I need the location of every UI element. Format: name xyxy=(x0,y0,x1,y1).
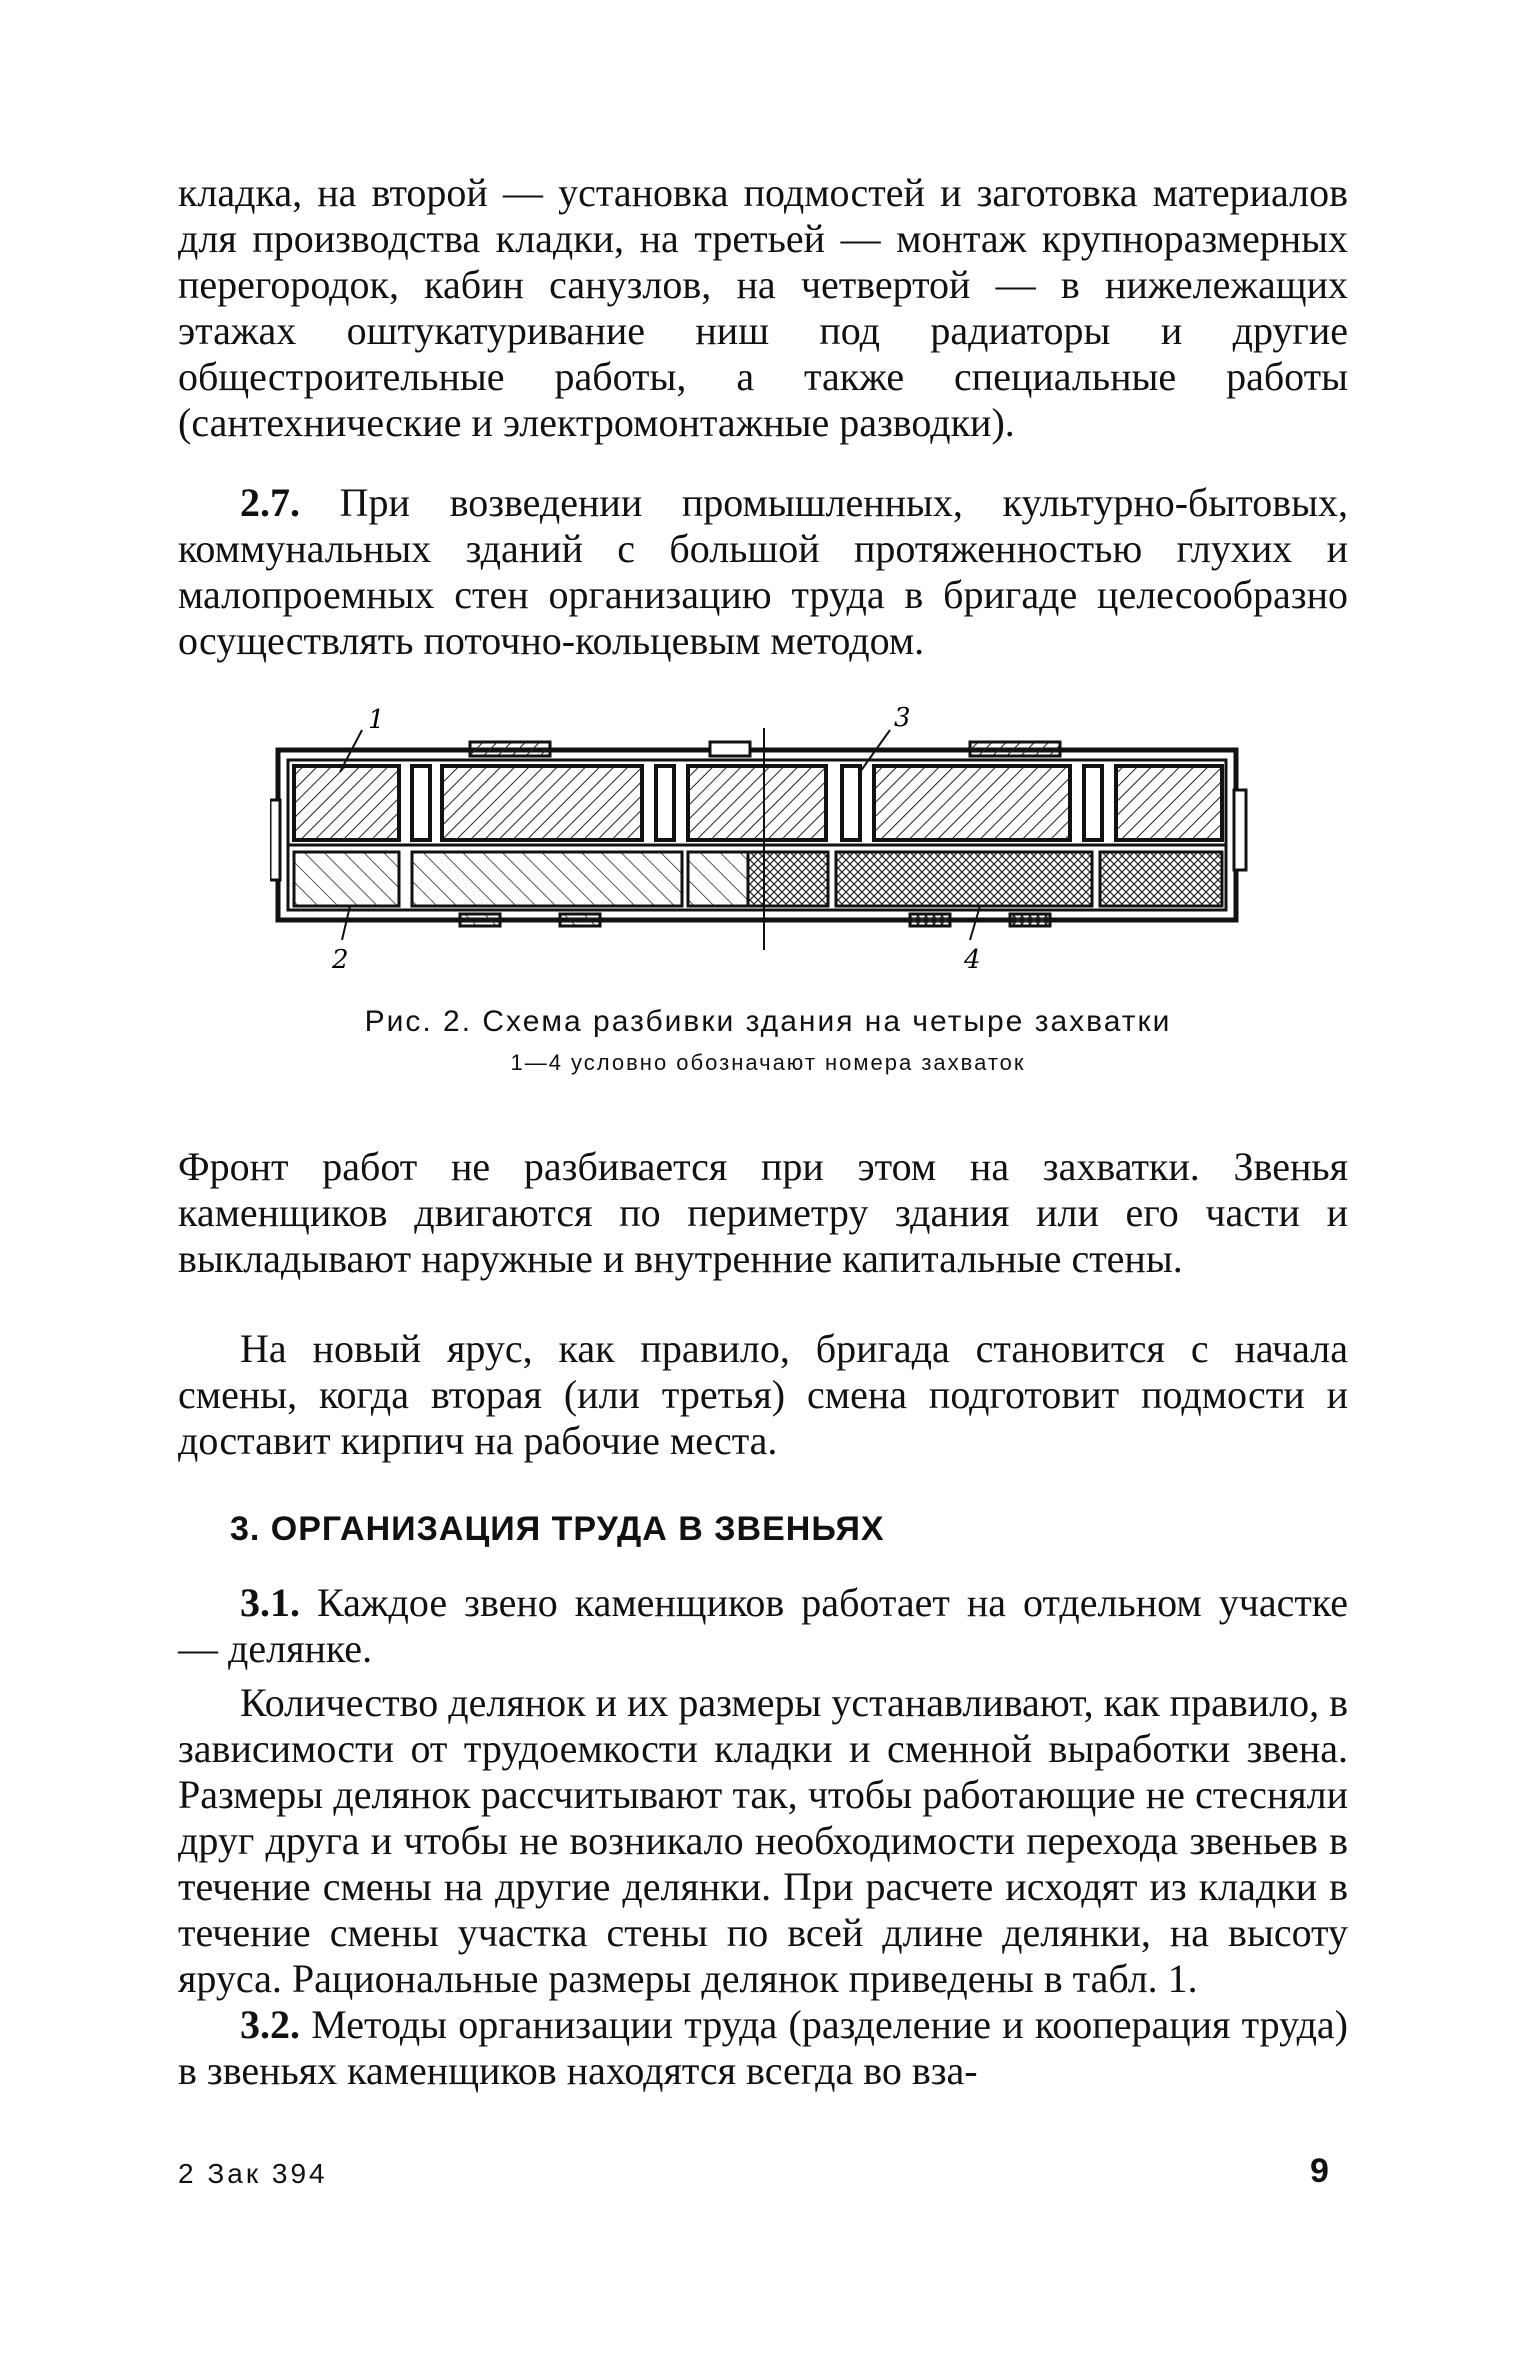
paragraph-2-7 xyxy=(178,480,1348,664)
window-bottom-2 xyxy=(560,914,600,926)
room-top-2 xyxy=(412,766,430,840)
room-top-3 xyxy=(442,766,642,840)
figure-caption: Рис. 2. Схема разбивки здания на четыре захватки xyxy=(364,1005,1172,1038)
building-plan-figure xyxy=(270,700,1250,990)
room-bottom-4 xyxy=(748,852,828,906)
paragraph-3-2 xyxy=(178,2002,1348,2094)
footer-order-mark: 2 Зак 394 xyxy=(178,2158,328,2189)
side-stub-left xyxy=(270,800,280,880)
room-top-1 xyxy=(294,766,399,840)
paragraph-text: Методы организации труда (разделение и кооперация труда) в звеньях каменщиков находятся всегда во вза- xyxy=(178,2002,1348,2093)
window-bottom-1 xyxy=(460,914,500,926)
figure-label-2: 2 xyxy=(332,945,349,975)
room-bottom-5 xyxy=(836,852,1092,906)
figure-label-4: 4 xyxy=(964,945,981,975)
side-stub-right xyxy=(1234,790,1246,870)
paragraph-number: 3.1. xyxy=(240,1580,300,1625)
room-top-9 xyxy=(1116,766,1222,840)
room-bottom-3 xyxy=(688,852,748,906)
room-bottom-6 xyxy=(1100,852,1222,906)
room-top-5 xyxy=(688,766,826,840)
room-top-6 xyxy=(842,766,860,840)
room-top-7 xyxy=(874,766,1070,840)
figure-label-1: 1 xyxy=(368,705,385,735)
page-number: 9 xyxy=(1310,2152,1329,2190)
window-top-3 xyxy=(970,742,1060,756)
room-bottom-2 xyxy=(412,852,682,906)
room-bottom-1 xyxy=(294,852,399,906)
room-top-8 xyxy=(1084,766,1102,840)
paragraph-plot-count: Количество делянок и их размеры устанавливают, как правило, в зависимости от трудоемкости кладки и сменной выработки звена. Размеры делянок рассчитывают так, чтобы работающие не стесняли друг друга и чтобы не возникало необходимости перехода звеньев в течение смены на другие делянки. При расчете исходят из кладки в течение смены участка стены по всей длине делянки, на высоту яруса. Рациональные размеры делянок приведены в табл. 1. xyxy=(178,1680,1348,2001)
paragraph-new-tier: На новый ярус, как правило, бригада становится с начала смены, когда вторая (или третья) смена подготовит подмости и доставит кирпич на рабочие места. xyxy=(178,1326,1348,1463)
paragraph-text: При возведении промышленных, культурно-бытовых, коммунальных зданий с большой протяженностью глухих и малопроемных стен организацию труда в бригаде целесообразно осуществлять поточно-кольцевым методом. xyxy=(178,480,1348,663)
window-bottom-4 xyxy=(1010,914,1050,926)
figure-label-3: 3 xyxy=(894,703,911,733)
section-heading: 3. ОРГАНИЗАЦИЯ ТРУДА В ЗВЕНЬЯХ xyxy=(230,1510,885,1548)
paragraph-continuation: кладка, на второй — установка подмостей и заготовка материалов для производства кладки, на третьей — монтаж крупноразмерных перегородок, кабин санузлов, на четвертой — в нижележащих этажах оштукатуривание ниш под радиаторы и другие общестроительные работы, а также специальные работы (сантехнические и электромонтажные разводки). xyxy=(178,170,1348,445)
window-top-1 xyxy=(470,742,550,756)
paragraph-text: Каждое звено каменщиков работает на отдельном участке — делянке. xyxy=(178,1580,1348,1671)
window-top-2 xyxy=(710,742,750,756)
room-top-4 xyxy=(656,766,674,840)
window-bottom-3 xyxy=(910,914,950,926)
paragraph-front-of-work: Фронт работ не разбивается при этом на захватки. Звенья каменщиков двигаются по периметру здания или его части и выкладывают наружные и внутренние капитальные стены. xyxy=(178,1144,1348,1281)
paragraph-3-1 xyxy=(178,1580,1348,1672)
paragraph-number: 2.7. xyxy=(240,480,300,525)
paragraph-number: 3.2. xyxy=(240,2002,300,2047)
figure-subcaption: 1—4 условно обозначают номера захваток xyxy=(510,1050,1026,1075)
